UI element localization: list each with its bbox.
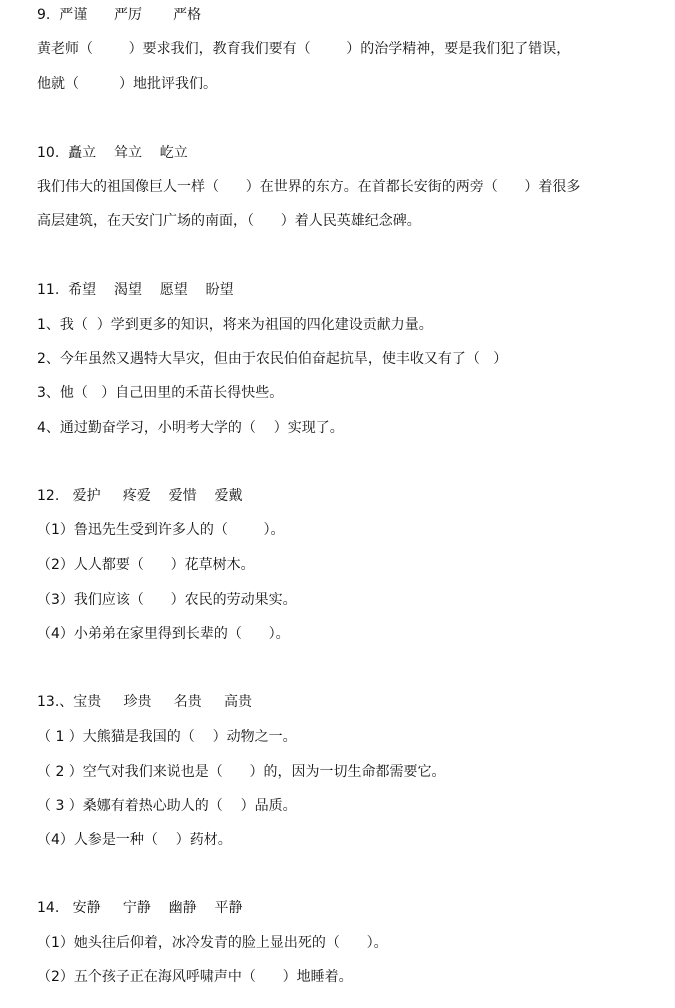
question-11-line-4: 4、通过勤奋学习，小明考大学的（ ）实现了。 — [37, 420, 344, 436]
question-13-line-1: （ 1 ）大熊猫是我国的（ ）动物之一。 — [37, 729, 297, 745]
question-14-line-2: （2）五个孩子正在海风呼啸声中（ ）地睡着。 — [37, 969, 353, 985]
question-13-header: 13.、宝贵 珍贵 名贵 高贵 — [37, 694, 253, 710]
question-13-line-2: （ 2 ）空气对我们来说也是（ ）的，因为一切生命都需要它。 — [37, 764, 446, 780]
question-12-line-1: （1）鲁迅先生受到许多人的（ ）。 — [37, 522, 285, 538]
question-11-line-1: 1、我（ ）学到更多的知识，将来为祖国的四化建设贡献力量。 — [37, 317, 433, 333]
question-11-line-2: 2、今年虽然又遇特大旱灾，但由于农民伯伯奋起抗旱，使丰收又有了（ ） — [37, 351, 508, 367]
question-12-line-2: （2）人人都要（ ）花草树木。 — [37, 557, 255, 573]
question-11-line-3: 3、他（ ）自己田里的禾苗长得快些。 — [37, 385, 284, 401]
question-10-line-2: 高层建筑，在天安门广场的南面，（ ）着人民英雄纪念碑。 — [37, 213, 421, 229]
question-13-line-4: （4）人参是一种（ ）药材。 — [37, 832, 232, 848]
question-11-header: 11. 希望 渴望 愿望 盼望 — [37, 282, 234, 298]
question-9-line-1: 黄老师（ ）要求我们，教育我们要有（ ）的治学精神，要是我们犯了错误， — [37, 41, 571, 57]
question-10-header: 10. 矗立 耸立 屹立 — [37, 145, 188, 161]
question-12-line-4: （4）小弟弟在家里得到长辈的（ ）。 — [37, 626, 290, 642]
question-9-header: 9. 严谨 严厉 严格 — [37, 7, 202, 23]
question-10-line-1: 我们伟大的祖国像巨人一样（ ）在世界的东方。在首都长安街的两旁（ ）着很多 — [37, 179, 581, 195]
question-14-header: 14. 安静 宁静 幽静 平静 — [37, 900, 243, 916]
question-13-line-3: （ 3 ）桑娜有着热心助人的（ ）品质。 — [37, 798, 297, 814]
question-12-header: 12. 爱护 疼爱 爱惜 爱戴 — [37, 488, 243, 504]
question-9-line-2: 他就（ ）地批评我们。 — [37, 76, 218, 92]
question-14-line-1: （1）她头往后仰着，冰冷发青的脸上显出死的（ ）。 — [37, 935, 388, 951]
question-12-line-3: （3）我们应该（ ）农民的劳动果实。 — [37, 592, 297, 608]
